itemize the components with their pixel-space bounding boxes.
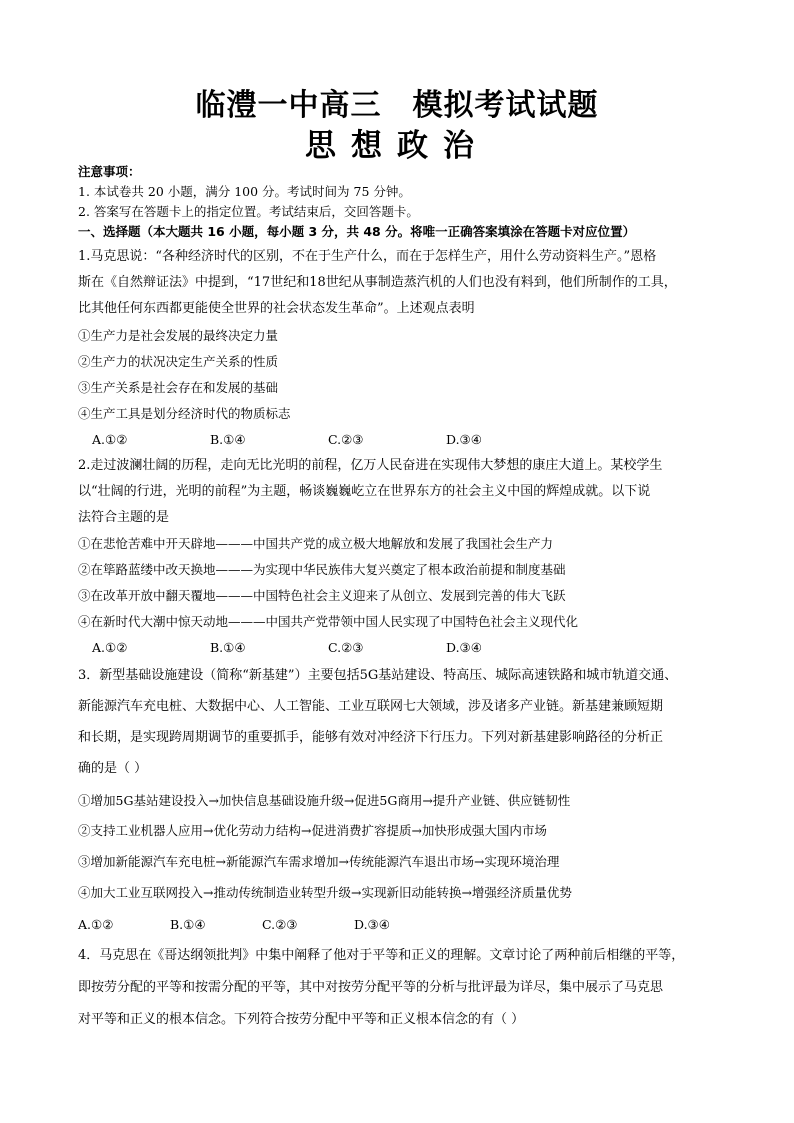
option-d: D.③④ — [354, 917, 390, 932]
q1-statement: ②生产力的状况决定生产关系的性质 — [78, 354, 279, 369]
subject-title: 思想政治 — [305, 128, 489, 164]
notes-item: 2. 答案写在答题卡上的指定位置。考试结束后，交回答题卡。 — [78, 204, 419, 219]
q2-text: 以“壮阔的行进，光明的前程”为主题，畅谈巍巍屹立在世界东方的社会主义中国的辉煌成就。以下说 — [78, 484, 651, 499]
option-b: B.①④ — [170, 917, 206, 932]
q3-statement: ①增加5G基站建设投入→加快信息基础设施升级→促进5G商用→提升产业链、供应链韧性 — [78, 793, 571, 808]
q2-statement: ④在新时代大潮中惊天动地———中国共产党带领中国人民实现了中国特色社会主义现代化 — [78, 614, 579, 629]
section-heading: 一、选择题（本大题共 16 小题，每小题 3 分，共 48 分。将唯一正确答案填涂在答题卡对应位置） — [78, 224, 636, 239]
exam-title: 临澧一中高三 模拟考试试题 — [195, 88, 599, 123]
q3-statement: ④加大工业互联网投入→推动传统制造业转型升级→实现新旧动能转换→增强经济质量优势 — [78, 885, 572, 900]
q1-text: 1.马克思说：“各种经济时代的区别，不在于生产什么，而在于怎样生产，用什么劳动资料生产。”恩格 — [78, 249, 657, 264]
option-d: D.③④ — [446, 640, 482, 655]
q4-text: 即按劳分配的平等和按需分配的平等，其中对按劳分配平等的分析与批评最为详尽，集中展示了马克思 — [78, 980, 664, 995]
q2-statement: ③在改革开放中翻天覆地———中国特色社会主义迎来了从创立、发展到完善的伟大飞跃 — [78, 588, 566, 603]
q1-statement: ①生产力是社会发展的最终决定力量 — [78, 328, 279, 343]
option-b: B.①④ — [210, 640, 246, 655]
q1-options — [92, 431, 482, 448]
q3-statement: ③增加新能源汽车充电桩→新能源汽车需求增加→传统能源汽车退出市场→实现环境治理 — [78, 854, 560, 869]
q1-text: 斯在《自然辩证法》中提到，“17世纪和18世纪从事制造蒸汽机的人们也没有料到，他们所制作的工具， — [78, 275, 677, 290]
option-b: B.①④ — [210, 432, 246, 447]
q3-options — [78, 916, 390, 933]
option-d: D.③④ — [446, 432, 482, 447]
q4-text: 对平等和正义的根本信念。下列符合按劳分配中平等和正义根本信念的有（ ） — [78, 1012, 525, 1027]
q1-statement: ③生产关系是社会存在和发展的基础 — [78, 380, 279, 395]
q3-text: 和长期，是实现跨周期调节的重要抓手，能够有效对冲经济下行压力。下列对新基建影响路径的分析正 — [78, 730, 664, 745]
q1-text: 比其他任何东西都更能使全世界的社会状态发生革命”。上述观点表明 — [78, 301, 475, 316]
option-c: C.②③ — [328, 432, 364, 447]
q1-statement: ④生产工具是划分经济时代的物质标志 — [78, 406, 291, 421]
q4-text: 4．马克思在《哥达纲领批判》中集中阐释了他对于平等和正义的理解。文章讨论了两种前后相继的平等， — [78, 948, 685, 963]
notes-item: 1. 本试卷共 20 小题，满分 100 分。考试时间为 75 分钟。 — [78, 184, 411, 199]
notes-heading: 注意事项： — [78, 164, 141, 179]
q3-text: 3．新型基础设施建设（简称“新基建”）主要包括5G基站建设、特高压、城际高速铁路和城市轨道交通、 — [78, 668, 678, 683]
option-c: C.②③ — [262, 917, 298, 932]
q2-statement: ②在筚路蓝缕中改天换地———为实现中华民族伟大复兴奠定了根本政治前提和制度基础 — [78, 562, 566, 577]
q2-options — [92, 639, 482, 656]
q2-text: 2.走过波澜壮阔的历程，走向无比光明的前程，亿万人民奋进在实现伟大梦想的康庄大道上。某校学生 — [78, 458, 663, 473]
option-a: A.①② — [92, 640, 128, 655]
q3-text: 新能源汽车充电桩、大数据中心、人工智能、工业互联网七大领域，涉及诸多产业链。新基建兼顾短期 — [78, 699, 664, 714]
q2-statement: ①在悲怆苦难中开天辟地———中国共产党的成立极大地解放和发展了我国社会生产力 — [78, 536, 554, 551]
q3-statement: ②支持工业机器人应用→优化劳动力结构→促进消费扩容提质→加快形成强大国内市场 — [78, 823, 547, 838]
option-c: C.②③ — [328, 640, 364, 655]
q3-text: 确的是（ ） — [78, 761, 148, 776]
option-a: A.①② — [78, 917, 114, 932]
q2-text: 法符合主题的是 — [78, 510, 170, 525]
option-a: A.①② — [92, 432, 128, 447]
